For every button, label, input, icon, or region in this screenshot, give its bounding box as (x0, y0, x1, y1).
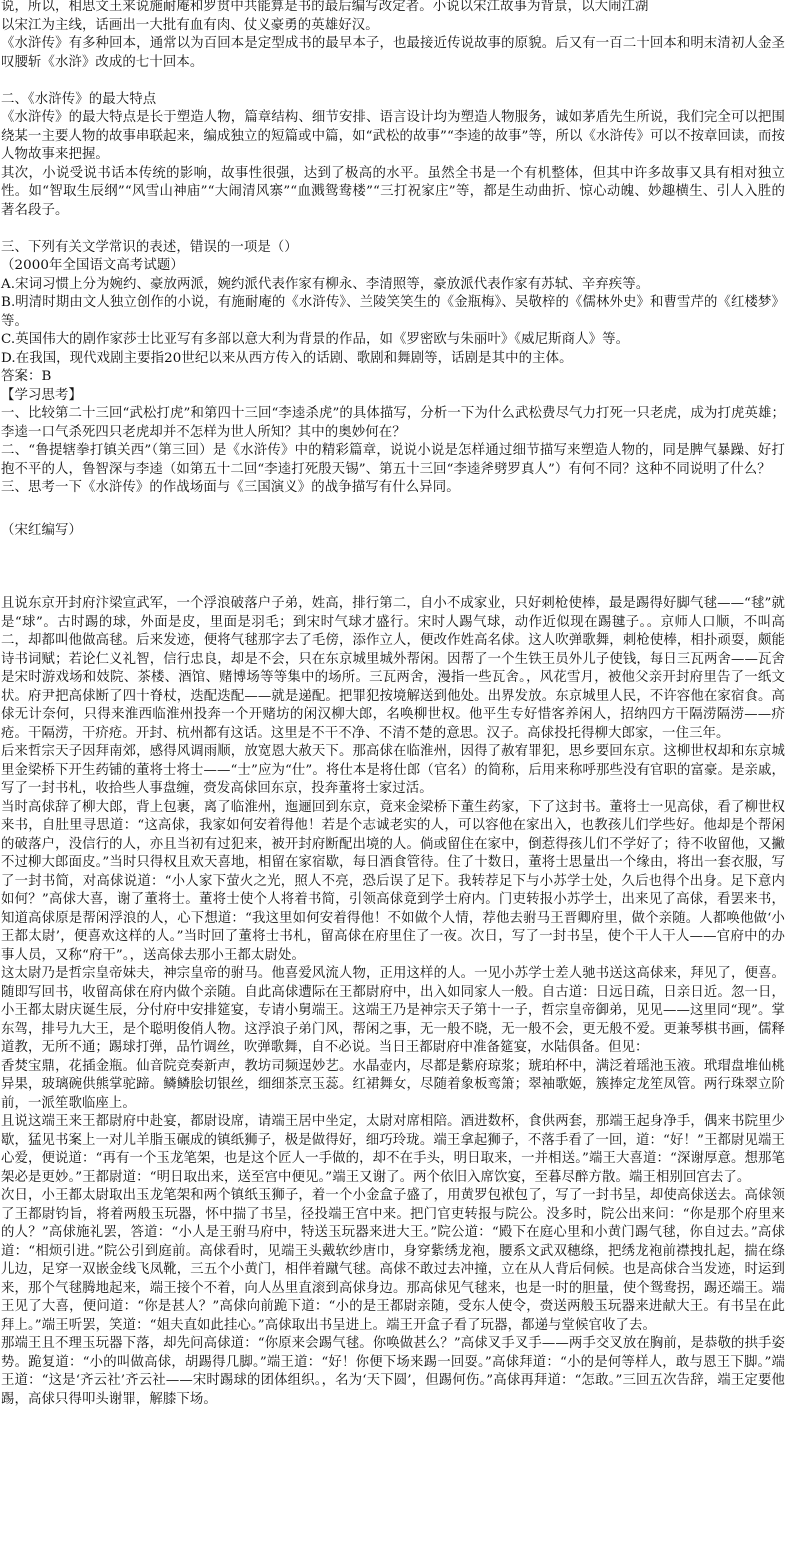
section-heading: 三、下列有关文学常识的表述，错误的一项是（） (1, 239, 298, 255)
story-paragraph: 当时高俅辞了柳大郎，背上包裹，离了临淮州，迤逦回到东京，竟来金梁桥下董生药家，下了这封书。董将士一见高俅，看了柳世权来书，自肚里寻思道：“这高俅，我家如何安着得他！若是个志诚老实的人，可以容他在家出入，也教孩儿们学些好。他却是个帮闲的破落户，没信行的人，亦且当初有过犯来，被开封府断配出境的人。倘或留住在家中，倒惹得孩儿们不学好了；待不收留他，又撇不过柳大郎面皮。”当时只得权且欢天喜地，相留在家宿歇，每日酒食管待。住了十数日，董将士思量出一个缘由，将出一套衣服，写了一封书简，对高俅说道：“小人家下萤火之光，照人不亮，恐后误了足下。我转荐足下与小苏学士处，久后也得个出身。足下意内如何？”高俅大喜，谢了董将士。董将士使个人将着书简，引领高俅竟到学士府内。门吏转报小苏学士，出来见了高俅，看罢来书，知道高俅原是帮闲浮浪的人，心下想道：“我这里如何安着得他！不如做个人情，荐他去驸马王晋卿府里，做个亲随。人都唤他做‘小王都太尉’，便喜欢这样的人。”当时回了董将士书札，留高俅在府里住了一夜。次日，写了一封书呈，使个干人干人——官府中的办事人员，又称“府干”。，送高俅去那小王都太尉处。 (1, 799, 785, 963)
text-line: 其次，小说受说书话本传统的影响，故事性很强，达到了极高的水平。虽然全书是一个有机整体，但其中许多故事又具有相对独立性。如“智取生辰纲”“风雪山神庙”“大闹清风寨”“血溅鸳鸯楼”“三打祝家庄”等，都是生动曲折、惊心动魄、妙趣横生、引人入胜的著名段子。 (1, 165, 785, 218)
story-paragraph: 这太尉乃是哲宗皇帝妹夫，神宗皇帝的驸马。他喜爱风流人物，正用这样的人。一见小苏学士差人驰书送这高俅来，拜见了，便喜。随即写回书，收留高俅在府内做个亲随。自此高俅遭际在王都尉府中，出入如同家人一般。自古道：日远日疏，日亲日近。忽一日，小王都太尉庆诞生辰，分付府中安排筵宴，专请小舅端王。这端王乃是神宗天子第十一子，哲宗皇帝御弟，见见——这里同“现”。掌东驾，排号九大王，是个聪明俊俏人物。这浮浪子弟门风，帮闲之事，无一般不晓，无一般不会，更无般不爱。更兼琴棋书画，儒释道教，无所不通；踢球打弹，品竹调丝，吹弹歌舞，自不必说。当日王都尉府中准备筵宴，水陆俱备。但见： (1, 966, 785, 1055)
option-a: A.宋词习惯上分为婉约、豪放两派，婉约派代表作家有柳永、李清照等，豪放派代表作家有苏轼、辛弃疾等。 (1, 276, 650, 292)
editor-credit: （宋红编写） (1, 523, 82, 538)
answer-line: 答案：B (1, 369, 52, 384)
question-2: 二、“鲁提辖拳打镇关西”（第三回）是《水浒传》中的精彩篇章，说说小说是怎样通过细节描写来塑造人物的，同是脾气暴躁、好打抱不平的人，鲁智深与李逵（如第五十二回“李逵打死殷天锡”、第五十三回“李逵斧劈罗真人”）有何不同？这种不同说明了什么？ (1, 443, 785, 477)
option-c: C.英国伟大的剧作家莎士比亚写有多部以意大利为背景的作品，如《罗密欧与朱丽叶》《威尼斯商人》等。 (1, 332, 630, 347)
story-paragraph: 次日，小王都太尉取出玉龙笔架和两个镇纸玉狮子，着一个小金盒子盛了，用黄罗包袱包了，写了一封书呈，却使高俅送去。高俅领了王都尉钧旨，将着两般玉玩器，怀中揣了书呈，径投端王宫中来。把门官吏转报与院公。没多时，院公出来问：“你是那个府里来的人？”高俅施礼罢，答道：“小人是王驸马府中，特送玉玩器来进大王。”院公道：“殿下在庭心里和小黄门踢气毬，你自过去。”高俅道：“相烦引进。”院公引到庭前。高俅看时，见端王头戴软纱唐巾，身穿紫绣龙袍，腰系文武双穗绦，把绣龙袍前襟拽扎起，揣在绦儿边，足穿一双嵌金线飞凤靴，三五个小黄门，相伴着蹴气毬。高俅不敢过去冲撞，立在从人背后伺候。也是高俅合当发迹，时运到来，那个气毬腾地起来，端王接个不着，向人丛里直滚到高俅身边。那高俅见气毬来，也是一时的胆量，使个鸳鸯拐，踢还端王。端王见了大喜，便问道：“你是甚人？”高俅向前跪下道：“小的是王都尉亲随，受东人使令，赍送两般玉玩器来进献大王。有书呈在此拜上。”端王听罢，笑道：“姐夫直如此挂心。”高俅取出书呈进上。端王开盒子看了玩器，都递与堂候官收了去。 (1, 1188, 785, 1333)
story-paragraph: 且说这端王来王都尉府中赴宴，都尉设席，请端王居中坐定，太尉对席相陪。酒进数杯，食供两套，那端王起身净手，偶来书院里少歇，猛见书案上一对儿羊脂玉碾成的镇纸狮子，极是做得好，细巧玲珑。端王拿起狮子，不落手看了一回，道：“好！”王都尉见端王心爱，便说道：“再有一个玉龙笔架，也是这个匠人一手做的，却不在手头，明日取来，一并相送。”端王大喜道：“深谢厚意。想那笔架必是更妙。”王都尉道：“明日取出来，送至宫中便见。”端王又谢了。两个依旧入席饮宴，至暮尽醉方散。端王相别回宫去了。 (1, 1114, 785, 1185)
text-line: 《水浒传》的最大特点是长于塑造人物，篇章结构、细节安排、语言设计均为塑造人物服务，诚如茅盾先生所说，我们完全可以把围绕某一主要人物的故事串联起来，编成独立的短篇或中篇，如“武松的故事”“李逵的故事”等，所以《水浒传》可以不按章回读，而按人物故事来把握。 (1, 110, 785, 162)
question-3: 三、思考一下《水浒传》的作战场面与《三国演义》的战争描写有什么异同。 (1, 480, 460, 495)
text-line: 以宋江为主线，话画出一大批有血有肉、仗义豪勇的英雄好汉。 (1, 17, 379, 33)
option-d: D.在我国，现代戏剧主要指20世纪以来从西方传入的话剧、歌剧和舞剧等，话剧是其中的主体。 (1, 350, 573, 366)
notes-section (1, 0, 785, 541)
blank-line (1, 220, 785, 239)
question-1: 一、比较第二十三回“武松打虎”和第四十三回“李逵杀虎”的具体描写，分析一下为什么武松费尽气力打死一只老虎，成为打虎英雄；李逵一口气杀死四只老虎却并不怎样为世人所知？其中的奥妙何在？ (1, 406, 785, 440)
text-line: （2000年全国语文高考试题） (1, 258, 184, 273)
story-paragraph: 那端王且不理玉玩器下落，却先问高俅道：“你原来会踢气毬。你唤做甚么？”高俅叉手叉手——两手交叉放在胸前，是恭敬的拱手姿势。跪复道：“小的叫做高俅，胡踢得几脚。”端王道：“好！你便下场来踢一回耍。”高俅拜道：“小的是何等样人，敢与恩王下脚。”端王道：“这是‘齐云社’齐云社——宋时踢球的团体组织。，名为‘天下圆’，但踢何伤。”高俅再拜道：“怎敢。”三回五次告辞，端王定要他踢，高俅只得叩头谢罪，解膝下场。 (1, 1336, 785, 1407)
blank-line (1, 498, 785, 517)
section-heading: 二、《水浒传》的最大特点 (1, 91, 157, 107)
story-paragraph: 后来哲宗天子因拜南郊，感得风调雨顺，放宽恩大赦天下。那高俅在临淮州，因得了赦宥罪犯，思乡要回东京。这柳世权却和东京城里金梁桥下开生药铺的董将士将士——“士”应为“仕”。将仕本是将仕郎（官名）的简称，后用来称呼那些没有官职的富豪。是亲戚，写了一封书札，收拾些人事盘缠，赍发高俅回东京，投奔董将士家过活。 (1, 744, 785, 796)
option-b: B.明清时期由文人独立创作的小说，有施耐庵的《水浒传》、兰陵笑笑生的《金瓶梅》、吴敬梓的《儒林外史》和曹雪芹的《红楼梦》等。 (1, 295, 785, 329)
blank-line (1, 72, 785, 91)
study-heading: 【学习思考】 (1, 387, 82, 403)
text-line: 说，所以，相思文王来说施耐庵和罗贯中共能算是书的最后编写改定者。小说以宋江故事为背景，以大闹江湖 (1, 0, 649, 14)
story-section (1, 595, 785, 1409)
story-paragraph: 且说东京开封府汴梁宣武军，一个浮浪破落户子弟，姓高，排行第二，自小不成家业，只好刺枪使棒，最是踢得好脚气毬——“毬”就是“球”。古时踢的球，外面是皮，里面是羽毛；到宋时气球才盛行。宋时人踢气球，动作近似现在踢毽子。。京师人口顺，不叫高二，却都叫他做高毬。后来发迹，便将气毬那字去了毛傍，添作立人，便改作姓高名俅。这人吹弹歌舞，刺枪使棒，相扑顽耍，颇能诗书词赋；若论仁义礼智，信行忠良，却是不会，只在东京城里城外帮闲。因帮了一个生铁王员外儿子使钱，每日三瓦两舍——瓦舍是宋时游戏场和妓院、茶楼、酒馆、赌博场等等集中的场所。三瓦两舍，漫指一些瓦舍。，风花雪月，被他父亲开封府里告了一纸文状。府尹把高俅断了四十脊杖，迭配迭配——就是递配。把罪犯按境解送到他处。出界发放。东京城里人民，不许容他在家宿食。高俅无计奈何，只得来淮西临淮州投奔一个开赌坊的闲汉柳大郎，名唤柳世权。他平生专好惜客养闲人，招纳四方干隔涝隔涝——疥疮。干隔涝，干疥疮。开封、杭州都有这话。这里是不干不净、不清不楚的意思。汉子。高俅投托得柳大郎家，一住三年。 (1, 596, 785, 741)
story-paragraph: 香焚宝鼎，花插金瓶。仙音院竞奏新声，教坊司频逞妙艺。水晶壶内，尽都是紫府琼浆；琥珀杯中，满泛着瑶池玉液。玳瑁盘堆仙桃异果，玻璃碗供熊掌驼蹄。鳞鳞脍切银丝，细细茶烹玉蕊。红裙舞女，尽随着象板鸾箫；翠袖歌姬，簇捧定龙笙凤管。两行珠翠立阶前，一派笙歌临座上。 (1, 1058, 785, 1111)
text-line: 《水浒传》有多种回本，通常以为百回本是定型成书的最早本子，也最接近传说故事的原貌。后又有一百二十回本和明末清初人金圣叹腰斩《水浒》改成的七十回本。 (1, 36, 785, 70)
